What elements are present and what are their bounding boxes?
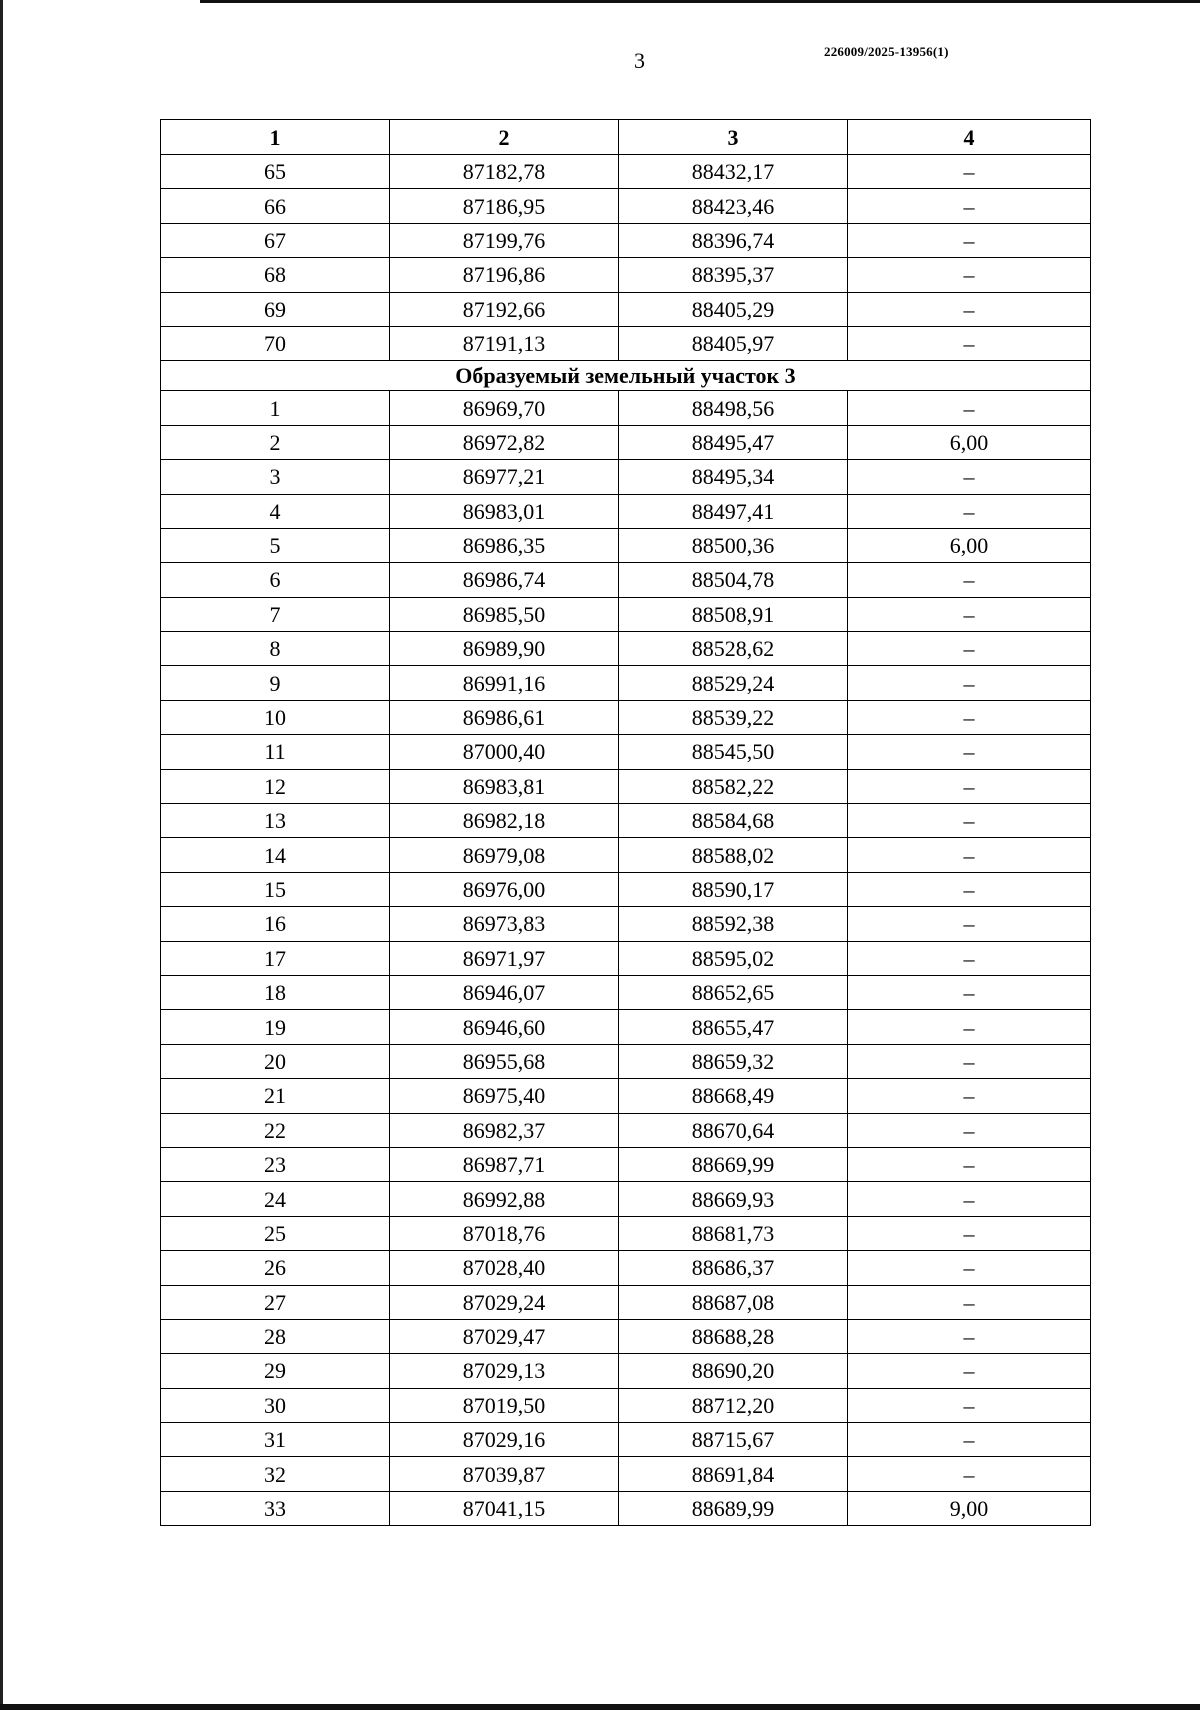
y-coordinate-cell: 88405,29 (619, 292, 848, 326)
table-row (161, 460, 1091, 494)
table-row (161, 1388, 1091, 1422)
x-coordinate-cell: 87196,86 (390, 258, 619, 292)
table-row (161, 632, 1091, 666)
y-coordinate-cell: 88715,67 (619, 1423, 848, 1457)
value-cell: – (848, 292, 1091, 326)
point-number-cell: 70 (161, 326, 390, 360)
y-coordinate-cell: 88669,99 (619, 1147, 848, 1181)
x-coordinate-cell: 86946,07 (390, 975, 619, 1009)
value-cell: – (848, 1044, 1091, 1078)
y-coordinate-cell: 88687,08 (619, 1285, 848, 1319)
y-coordinate-cell: 88652,65 (619, 975, 848, 1009)
table-row (161, 735, 1091, 769)
x-coordinate-cell: 87029,24 (390, 1285, 619, 1319)
x-coordinate-cell: 86989,90 (390, 632, 619, 666)
x-coordinate-cell: 86977,21 (390, 460, 619, 494)
value-cell: – (848, 735, 1091, 769)
y-coordinate-cell: 88395,37 (619, 258, 848, 292)
y-coordinate-cell: 88423,46 (619, 189, 848, 223)
point-number-cell: 20 (161, 1044, 390, 1078)
table-row (161, 1182, 1091, 1216)
y-coordinate-cell: 88495,34 (619, 460, 848, 494)
point-number-cell: 32 (161, 1457, 390, 1491)
scan-border-bottom (0, 1704, 1200, 1710)
table-row (161, 597, 1091, 631)
value-cell: – (848, 1285, 1091, 1319)
point-number-cell: 28 (161, 1319, 390, 1353)
x-coordinate-cell: 87000,40 (390, 735, 619, 769)
point-number-cell: 14 (161, 838, 390, 872)
value-cell: – (848, 1319, 1091, 1353)
point-number-cell: 3 (161, 460, 390, 494)
value-cell: – (848, 1251, 1091, 1285)
y-coordinate-cell: 88497,41 (619, 494, 848, 528)
value-cell: 6,00 (848, 425, 1091, 459)
x-coordinate-cell: 87039,87 (390, 1457, 619, 1491)
table-row (161, 666, 1091, 700)
value-cell: – (848, 391, 1091, 425)
y-coordinate-cell: 88659,32 (619, 1044, 848, 1078)
point-number-cell: 1 (161, 391, 390, 425)
scan-border-left (0, 0, 3, 1710)
y-coordinate-cell: 88432,17 (619, 155, 848, 189)
y-coordinate-cell: 88528,62 (619, 632, 848, 666)
point-number-cell: 9 (161, 666, 390, 700)
point-number-cell: 68 (161, 258, 390, 292)
y-coordinate-cell: 88590,17 (619, 872, 848, 906)
point-number-cell: 11 (161, 735, 390, 769)
table-row (161, 155, 1091, 189)
table-row (161, 804, 1091, 838)
x-coordinate-cell: 86987,71 (390, 1147, 619, 1181)
value-cell: 6,00 (848, 528, 1091, 562)
table-row (161, 1457, 1091, 1491)
point-number-cell: 6 (161, 563, 390, 597)
value-cell: – (848, 563, 1091, 597)
table-row (161, 1251, 1091, 1285)
table-row (161, 189, 1091, 223)
table-body-top (161, 155, 1091, 361)
x-coordinate-cell: 86976,00 (390, 872, 619, 906)
y-coordinate-cell: 88495,47 (619, 425, 848, 459)
x-coordinate-cell: 87186,95 (390, 189, 619, 223)
x-coordinate-cell: 86982,18 (390, 804, 619, 838)
point-number-cell: 7 (161, 597, 390, 631)
y-coordinate-cell: 88405,97 (619, 326, 848, 360)
x-coordinate-cell: 87029,47 (390, 1319, 619, 1353)
x-coordinate-cell: 87192,66 (390, 292, 619, 326)
x-coordinate-cell: 86979,08 (390, 838, 619, 872)
y-coordinate-cell: 88668,49 (619, 1079, 848, 1113)
table-row (161, 1113, 1091, 1147)
y-coordinate-cell: 88712,20 (619, 1388, 848, 1422)
point-number-cell: 21 (161, 1079, 390, 1113)
table-row (161, 223, 1091, 257)
point-number-cell: 17 (161, 941, 390, 975)
value-cell: – (848, 872, 1091, 906)
value-cell: – (848, 1113, 1091, 1147)
point-number-cell: 26 (161, 1251, 390, 1285)
table-header-row (161, 120, 1091, 155)
x-coordinate-cell: 86986,35 (390, 528, 619, 562)
table-row (161, 391, 1091, 425)
value-cell: – (848, 975, 1091, 1009)
value-cell: – (848, 460, 1091, 494)
value-cell: – (848, 1216, 1091, 1250)
table-row (161, 563, 1091, 597)
x-coordinate-cell: 86975,40 (390, 1079, 619, 1113)
table-section-header (161, 361, 1091, 391)
point-number-cell: 27 (161, 1285, 390, 1319)
y-coordinate-cell: 88689,99 (619, 1491, 848, 1525)
table-row (161, 1044, 1091, 1078)
scan-border-top (200, 0, 1200, 3)
y-coordinate-cell: 88688,28 (619, 1319, 848, 1353)
value-cell: – (848, 155, 1091, 189)
value-cell: – (848, 1388, 1091, 1422)
table-row (161, 907, 1091, 941)
table-row (161, 1079, 1091, 1113)
x-coordinate-cell: 87029,13 (390, 1354, 619, 1388)
value-cell: – (848, 1010, 1091, 1044)
table-row (161, 528, 1091, 562)
y-coordinate-cell: 88595,02 (619, 941, 848, 975)
coordinates-table (160, 119, 1091, 1526)
x-coordinate-cell: 87028,40 (390, 1251, 619, 1285)
x-coordinate-cell: 86992,88 (390, 1182, 619, 1216)
x-coordinate-cell: 86982,37 (390, 1113, 619, 1147)
value-cell: – (848, 258, 1091, 292)
point-number-cell: 16 (161, 907, 390, 941)
x-coordinate-cell: 86986,74 (390, 563, 619, 597)
point-number-cell: 19 (161, 1010, 390, 1044)
column-header-1: 1 (161, 120, 390, 155)
y-coordinate-cell: 88681,73 (619, 1216, 848, 1250)
x-coordinate-cell: 87199,76 (390, 223, 619, 257)
x-coordinate-cell: 86971,97 (390, 941, 619, 975)
table-body-section (161, 391, 1091, 1526)
value-cell: – (848, 769, 1091, 803)
table-row (161, 292, 1091, 326)
value-cell: – (848, 326, 1091, 360)
value-cell: – (848, 666, 1091, 700)
y-coordinate-cell: 88529,24 (619, 666, 848, 700)
table-row (161, 1423, 1091, 1457)
value-cell: – (848, 1423, 1091, 1457)
value-cell: – (848, 494, 1091, 528)
table-row (161, 1319, 1091, 1353)
y-coordinate-cell: 88588,02 (619, 838, 848, 872)
point-number-cell: 30 (161, 1388, 390, 1422)
table-row (161, 1147, 1091, 1181)
y-coordinate-cell: 88396,74 (619, 223, 848, 257)
column-header-3: 3 (619, 120, 848, 155)
x-coordinate-cell: 87029,16 (390, 1423, 619, 1457)
point-number-cell: 8 (161, 632, 390, 666)
y-coordinate-cell: 88592,38 (619, 907, 848, 941)
table-row (161, 1354, 1091, 1388)
y-coordinate-cell: 88500,36 (619, 528, 848, 562)
point-number-cell: 23 (161, 1147, 390, 1181)
x-coordinate-cell: 87018,76 (390, 1216, 619, 1250)
value-cell: – (848, 223, 1091, 257)
point-number-cell: 12 (161, 769, 390, 803)
value-cell: 9,00 (848, 1491, 1091, 1525)
point-number-cell: 18 (161, 975, 390, 1009)
point-number-cell: 15 (161, 872, 390, 906)
point-number-cell: 22 (161, 1113, 390, 1147)
x-coordinate-cell: 87191,13 (390, 326, 619, 360)
table-row (161, 326, 1091, 360)
x-coordinate-cell: 86983,01 (390, 494, 619, 528)
value-cell: – (848, 1457, 1091, 1491)
y-coordinate-cell: 88686,37 (619, 1251, 848, 1285)
point-number-cell: 25 (161, 1216, 390, 1250)
point-number-cell: 10 (161, 700, 390, 734)
x-coordinate-cell: 86972,82 (390, 425, 619, 459)
y-coordinate-cell: 88504,78 (619, 563, 848, 597)
value-cell: – (848, 700, 1091, 734)
x-coordinate-cell: 87019,50 (390, 1388, 619, 1422)
point-number-cell: 67 (161, 223, 390, 257)
table-row (161, 1491, 1091, 1525)
x-coordinate-cell: 87182,78 (390, 155, 619, 189)
value-cell: – (848, 1079, 1091, 1113)
point-number-cell: 24 (161, 1182, 390, 1216)
table-row (161, 425, 1091, 459)
value-cell: – (848, 1182, 1091, 1216)
point-number-cell: 65 (161, 155, 390, 189)
x-coordinate-cell: 86983,81 (390, 769, 619, 803)
y-coordinate-cell: 88545,50 (619, 735, 848, 769)
point-number-cell: 66 (161, 189, 390, 223)
value-cell: – (848, 941, 1091, 975)
point-number-cell: 33 (161, 1491, 390, 1525)
table-row (161, 258, 1091, 292)
x-coordinate-cell: 86955,68 (390, 1044, 619, 1078)
value-cell: – (848, 189, 1091, 223)
section-row (161, 361, 1091, 391)
y-coordinate-cell: 88670,64 (619, 1113, 848, 1147)
point-number-cell: 13 (161, 804, 390, 838)
y-coordinate-cell: 88669,93 (619, 1182, 848, 1216)
point-number-cell: 69 (161, 292, 390, 326)
value-cell: – (848, 907, 1091, 941)
table-row (161, 941, 1091, 975)
section-title: Образуемый земельный участок 3 (161, 361, 1091, 391)
value-cell: – (848, 838, 1091, 872)
x-coordinate-cell: 86991,16 (390, 666, 619, 700)
y-coordinate-cell: 88584,68 (619, 804, 848, 838)
table-row (161, 1285, 1091, 1319)
table-row (161, 700, 1091, 734)
value-cell: – (848, 597, 1091, 631)
table-row (161, 1216, 1091, 1250)
x-coordinate-cell: 87041,15 (390, 1491, 619, 1525)
x-coordinate-cell: 86969,70 (390, 391, 619, 425)
table-row (161, 769, 1091, 803)
y-coordinate-cell: 88655,47 (619, 1010, 848, 1044)
point-number-cell: 4 (161, 494, 390, 528)
point-number-cell: 29 (161, 1354, 390, 1388)
table-row (161, 494, 1091, 528)
x-coordinate-cell: 86946,60 (390, 1010, 619, 1044)
value-cell: – (848, 1147, 1091, 1181)
x-coordinate-cell: 86973,83 (390, 907, 619, 941)
table-row (161, 975, 1091, 1009)
y-coordinate-cell: 88690,20 (619, 1354, 848, 1388)
point-number-cell: 5 (161, 528, 390, 562)
table-row (161, 872, 1091, 906)
table-row (161, 838, 1091, 872)
document-id: 226009/2025-13956(1) (824, 44, 949, 59)
column-header-2: 2 (390, 120, 619, 155)
y-coordinate-cell: 88498,56 (619, 391, 848, 425)
y-coordinate-cell: 88539,22 (619, 700, 848, 734)
column-header-4: 4 (848, 120, 1091, 155)
table-row (161, 1010, 1091, 1044)
x-coordinate-cell: 86985,50 (390, 597, 619, 631)
value-cell: – (848, 632, 1091, 666)
value-cell: – (848, 804, 1091, 838)
y-coordinate-cell: 88691,84 (619, 1457, 848, 1491)
point-number-cell: 31 (161, 1423, 390, 1457)
y-coordinate-cell: 88508,91 (619, 597, 848, 631)
page-number: 3 (634, 48, 645, 73)
value-cell: – (848, 1354, 1091, 1388)
x-coordinate-cell: 86986,61 (390, 700, 619, 734)
point-number-cell: 2 (161, 425, 390, 459)
y-coordinate-cell: 88582,22 (619, 769, 848, 803)
